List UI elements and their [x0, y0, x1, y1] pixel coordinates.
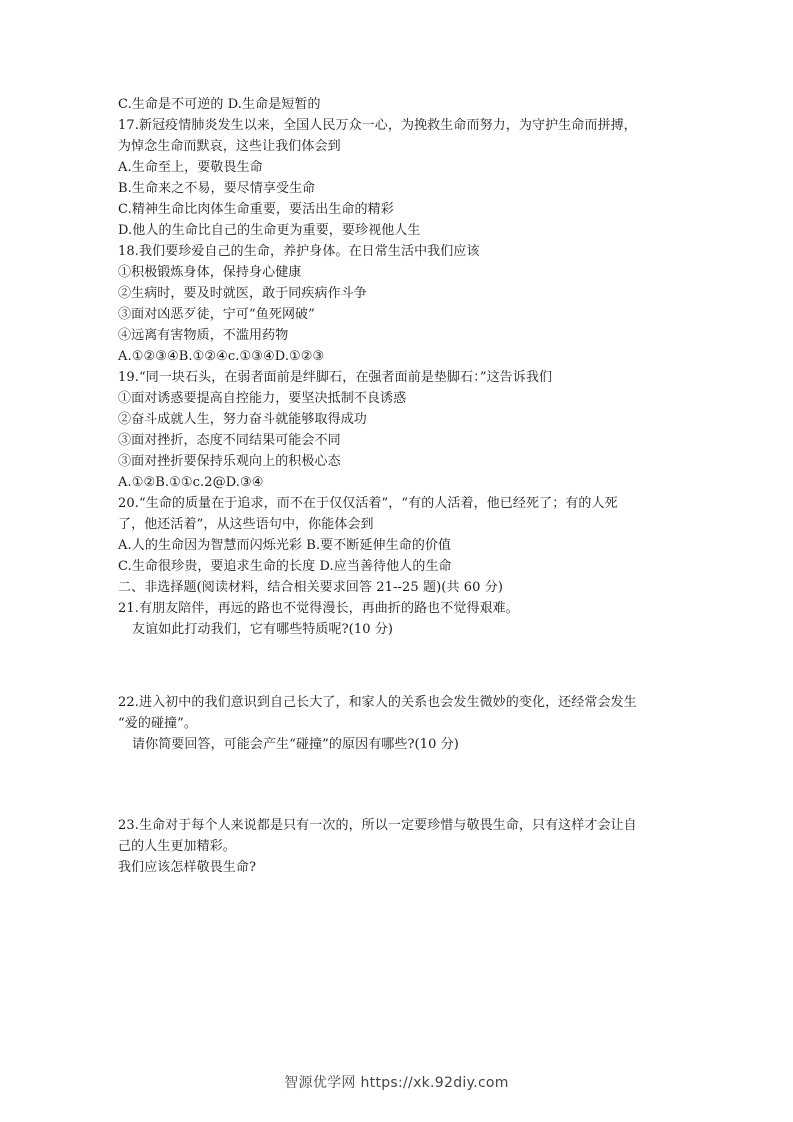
- q17-option-a: A.生命至上，要敬畏生命: [118, 160, 263, 175]
- q18-stem: 18.我们要珍爱自己的生命，养护身体。在日常生活中我们应该: [118, 244, 480, 259]
- q23-ask: 我们应该怎样敬畏生命?: [118, 860, 257, 875]
- footer-watermark: 智源优学网 https://xk.92diy.com: [284, 1075, 509, 1091]
- q17-option-d: D.他人的生命比自己的生命更为重要，要珍视他人生: [118, 223, 421, 238]
- q17-option-c: C.精神生命比肉体生命重要，要活出生命的精彩: [118, 202, 394, 217]
- q19-item-2: ②奋斗成就人生，努力奋斗就能够取得成功: [118, 412, 367, 427]
- question-22: [118, 692, 718, 755]
- q18-item-3: ③面对凶恶歹徒，宁可“鱼死网破”: [118, 307, 315, 322]
- q20-options-cd: C.生命很珍贵，要追求生命的长度 D.应当善待他人的生命: [118, 559, 452, 574]
- q16-options-cd: C.生命是不可逆的 D.生命是短暂的: [118, 97, 321, 112]
- question-23: [118, 815, 718, 878]
- q23-stem-line2: 己的人生更加精彩。: [118, 839, 236, 854]
- question-19: [118, 367, 718, 493]
- q19-item-3: ③面对挫折，态度不同结果可能会不同: [118, 433, 341, 448]
- q19-options: A.①②B.①①c.2@D.③④: [118, 475, 264, 490]
- q18-item-1: ①积极锻炼身体，保持身心健康: [118, 265, 302, 280]
- q21-ask: 友谊如此打动我们，它有哪些特质呢?(10 分): [132, 622, 394, 637]
- section-2-heading: 二、非选择题(阅读材料，结合相关要求回答 21--25 题)(共 60 分): [118, 580, 504, 595]
- q17-stem-line2: 为悼念生命而默哀，这些让我们体会到: [118, 139, 341, 154]
- q21-stem: 21.有朋友陪伴，再远的路也不觉得漫长，再曲折的路也不觉得艰难。: [118, 601, 519, 616]
- q23-stem-line1: 23.生命对于每个人来说都是只有一次的，所以一定要珍惜与敬畏生命，只有这样才会让自: [118, 818, 637, 833]
- q17-stem-line1: 17.新冠疫情肺炎发生以来，全国人民万众一心，为挽救生命而努力，为守护生命而拼搏，: [118, 118, 637, 133]
- question-18: [118, 241, 718, 367]
- exam-content: [118, 94, 718, 878]
- q18-options: A.①②③④B.①②④c.①③④D.①②③: [118, 349, 325, 364]
- q21-answer-space: [118, 640, 718, 692]
- q20-stem-line1: 20.“生命的质量在于追求，而不在于仅仅活着”，“有的人活着，他已经死了；有的人死: [118, 496, 618, 511]
- q22-answer-space: [118, 755, 718, 815]
- question-20: [118, 493, 718, 577]
- question-21: [118, 598, 718, 640]
- q19-item-4: ③面对挫折要保持乐观向上的积极心态: [118, 454, 341, 469]
- q20-options-ab: A.人的生命因为智慧而闪烁光彩 B.要不断延伸生命的价值: [118, 538, 452, 553]
- q17-option-b: B.生命来之不易，要尽情享受生命: [118, 181, 316, 196]
- q19-item-1: ①面对诱惑要提高自控能力，要坚决抵制不良诱惑: [118, 391, 407, 406]
- q20-stem-line2: 了，他还活着”，从这些语句中，你能体会到: [118, 517, 374, 532]
- q18-item-4: ④远离有害物质，不滥用药物: [118, 328, 289, 343]
- q19-stem: 19.“同一块石头，在弱者面前是绊脚石，在强者面前是垫脚石：”这告诉我们: [118, 370, 553, 385]
- q18-item-2: ②生病时，要及时就医，敢于同疾病作斗争: [118, 286, 367, 301]
- q22-stem-line2: “爱的碰撞”。: [118, 716, 197, 731]
- question-17: [118, 115, 718, 241]
- q22-ask: 请你简要回答，可能会产生“碰撞”的原因有哪些?(10 分): [132, 737, 459, 752]
- q22-stem-line1: 22.进入初中的我们意识到自己长大了，和家人的关系也会发生微妙的变化，还经常会发生: [118, 695, 637, 710]
